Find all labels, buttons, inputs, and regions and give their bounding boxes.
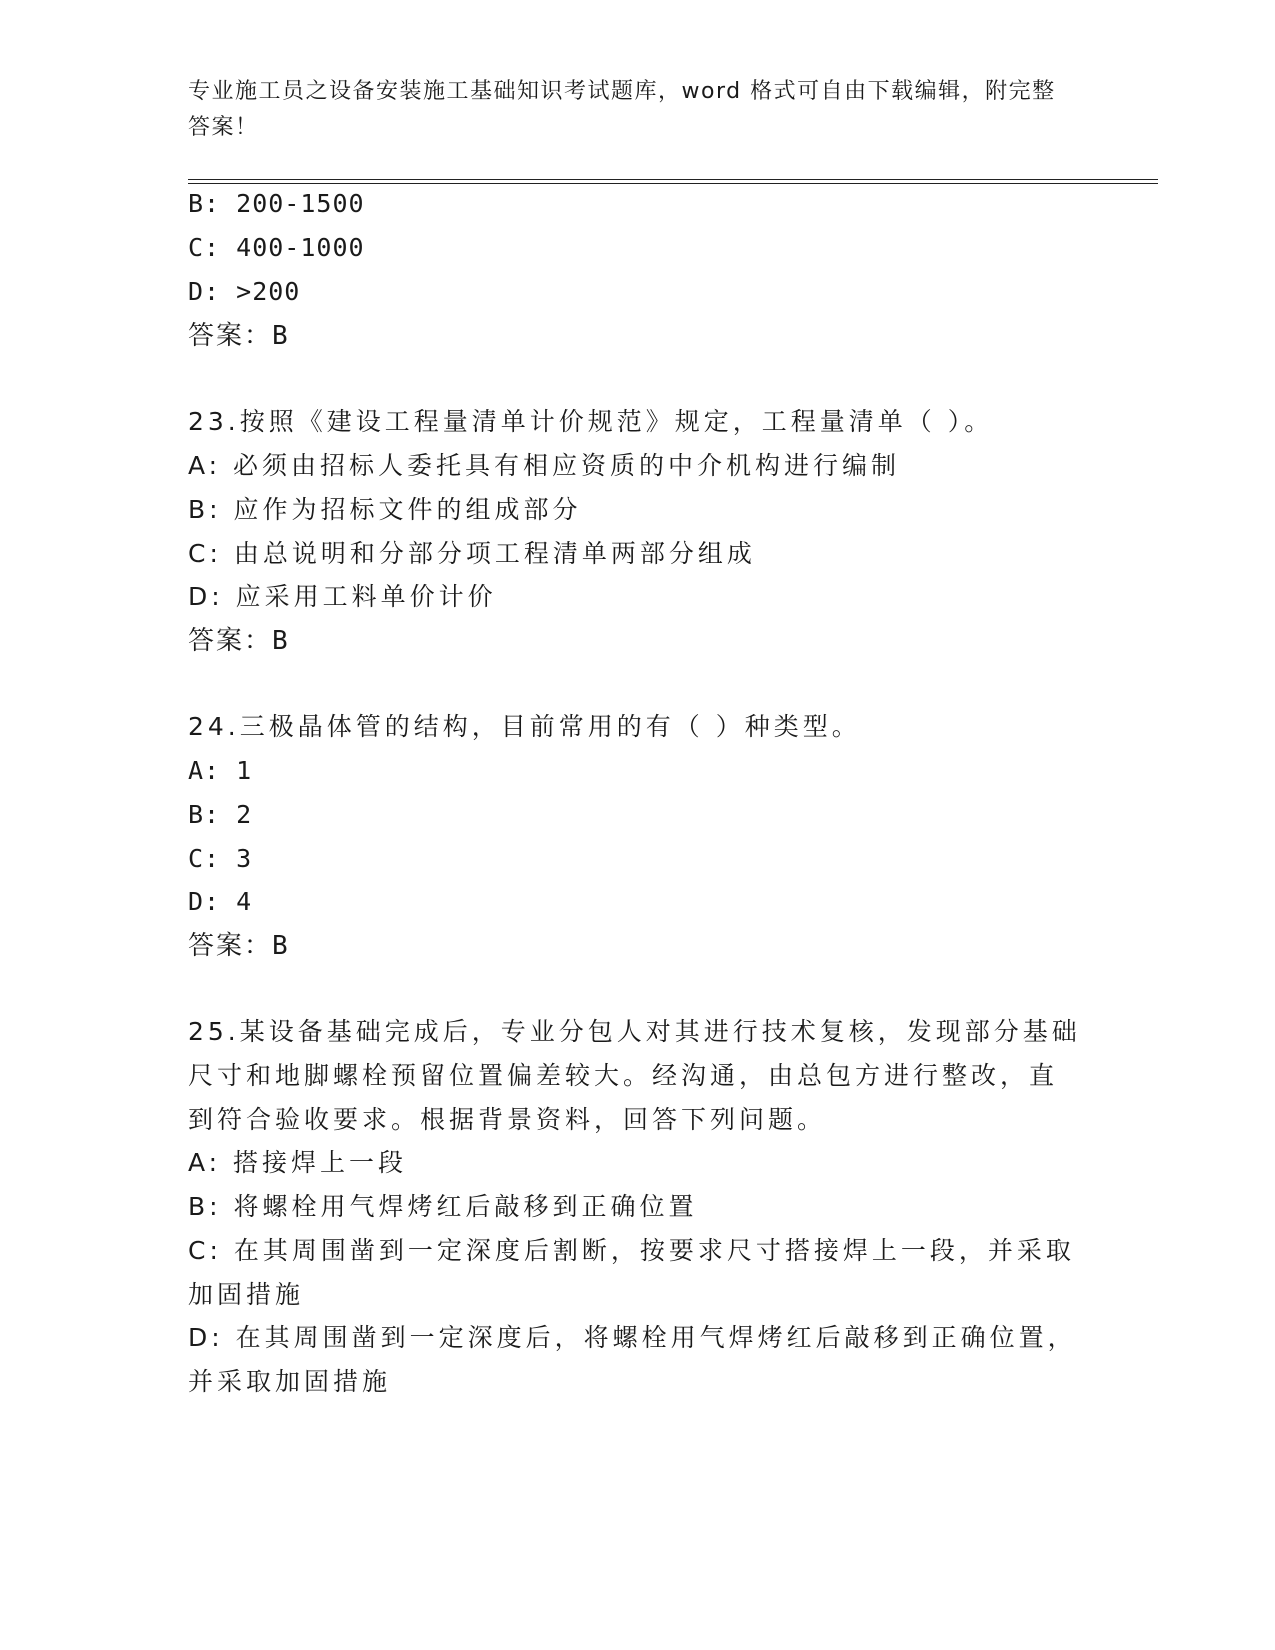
option-b: B: 2	[188, 800, 253, 829]
header-rule-top	[188, 179, 1158, 180]
option-d-line-1: D: 在其周围凿到一定深度后，将螺栓用气焊烤红后敲移到正确位置，	[188, 1323, 1077, 1352]
answer-value: B	[272, 321, 290, 351]
answer-value: B	[272, 931, 290, 961]
question-23: 23.按照《建设工程量清单计价规范》规定，工程量清单（ ）。	[188, 407, 994, 436]
question-24: 24.三极晶体管的结构，目前常用的有（ ）种类型。	[188, 712, 861, 741]
option-c: C: 由总说明和分部分项工程清单两部分组成	[188, 539, 756, 568]
question-25-line-1: 25.某设备基础完成后，专业分包人对其进行技术复核，发现部分基础	[188, 1017, 1081, 1046]
option-a: A: 必须由招标人委托具有相应资质的中介机构进行编制	[188, 451, 901, 480]
answer-line	[188, 618, 290, 664]
option-b: B: 200-1500	[188, 189, 365, 218]
option-a: A: 1	[188, 756, 253, 785]
option-b: B: 将螺栓用气焊烤红后敲移到正确位置	[188, 1192, 698, 1221]
question-25-line-3: 到符合验收要求。根据背景资料，回答下列问题。	[188, 1105, 827, 1134]
answer-label: 答案：	[188, 321, 273, 351]
answer-label: 答案：	[188, 626, 273, 656]
document-header: 专业施工员之设备安装施工基础知识考试题库，word 格式可自由下载编辑，附完整答案！	[188, 79, 1056, 140]
option-d: D: 应采用工料单价计价	[188, 582, 497, 611]
option-c: C: 400-1000	[188, 233, 365, 262]
option-c-line-1: C: 在其周围凿到一定深度后割断，按要求尺寸搭接焊上一段，并采取	[188, 1236, 1075, 1265]
question-25-line-2: 尺寸和地脚螺栓预留位置偏差较大。经沟通，由总包方进行整改，直	[188, 1061, 1059, 1090]
answer-line	[188, 313, 290, 359]
answer-line	[188, 923, 290, 969]
option-c: C: 3	[188, 844, 253, 873]
answer-label: 答案：	[188, 931, 273, 961]
option-d: D: >200	[188, 277, 301, 306]
option-d: D: 4	[188, 887, 253, 916]
option-b: B: 应作为招标文件的组成部分	[188, 495, 582, 524]
answer-value: B	[272, 626, 290, 656]
option-c-line-2: 加固措施	[188, 1280, 305, 1309]
option-a: A: 搭接焊上一段	[188, 1148, 408, 1177]
option-d-line-2: 并采取加固措施	[188, 1367, 392, 1396]
